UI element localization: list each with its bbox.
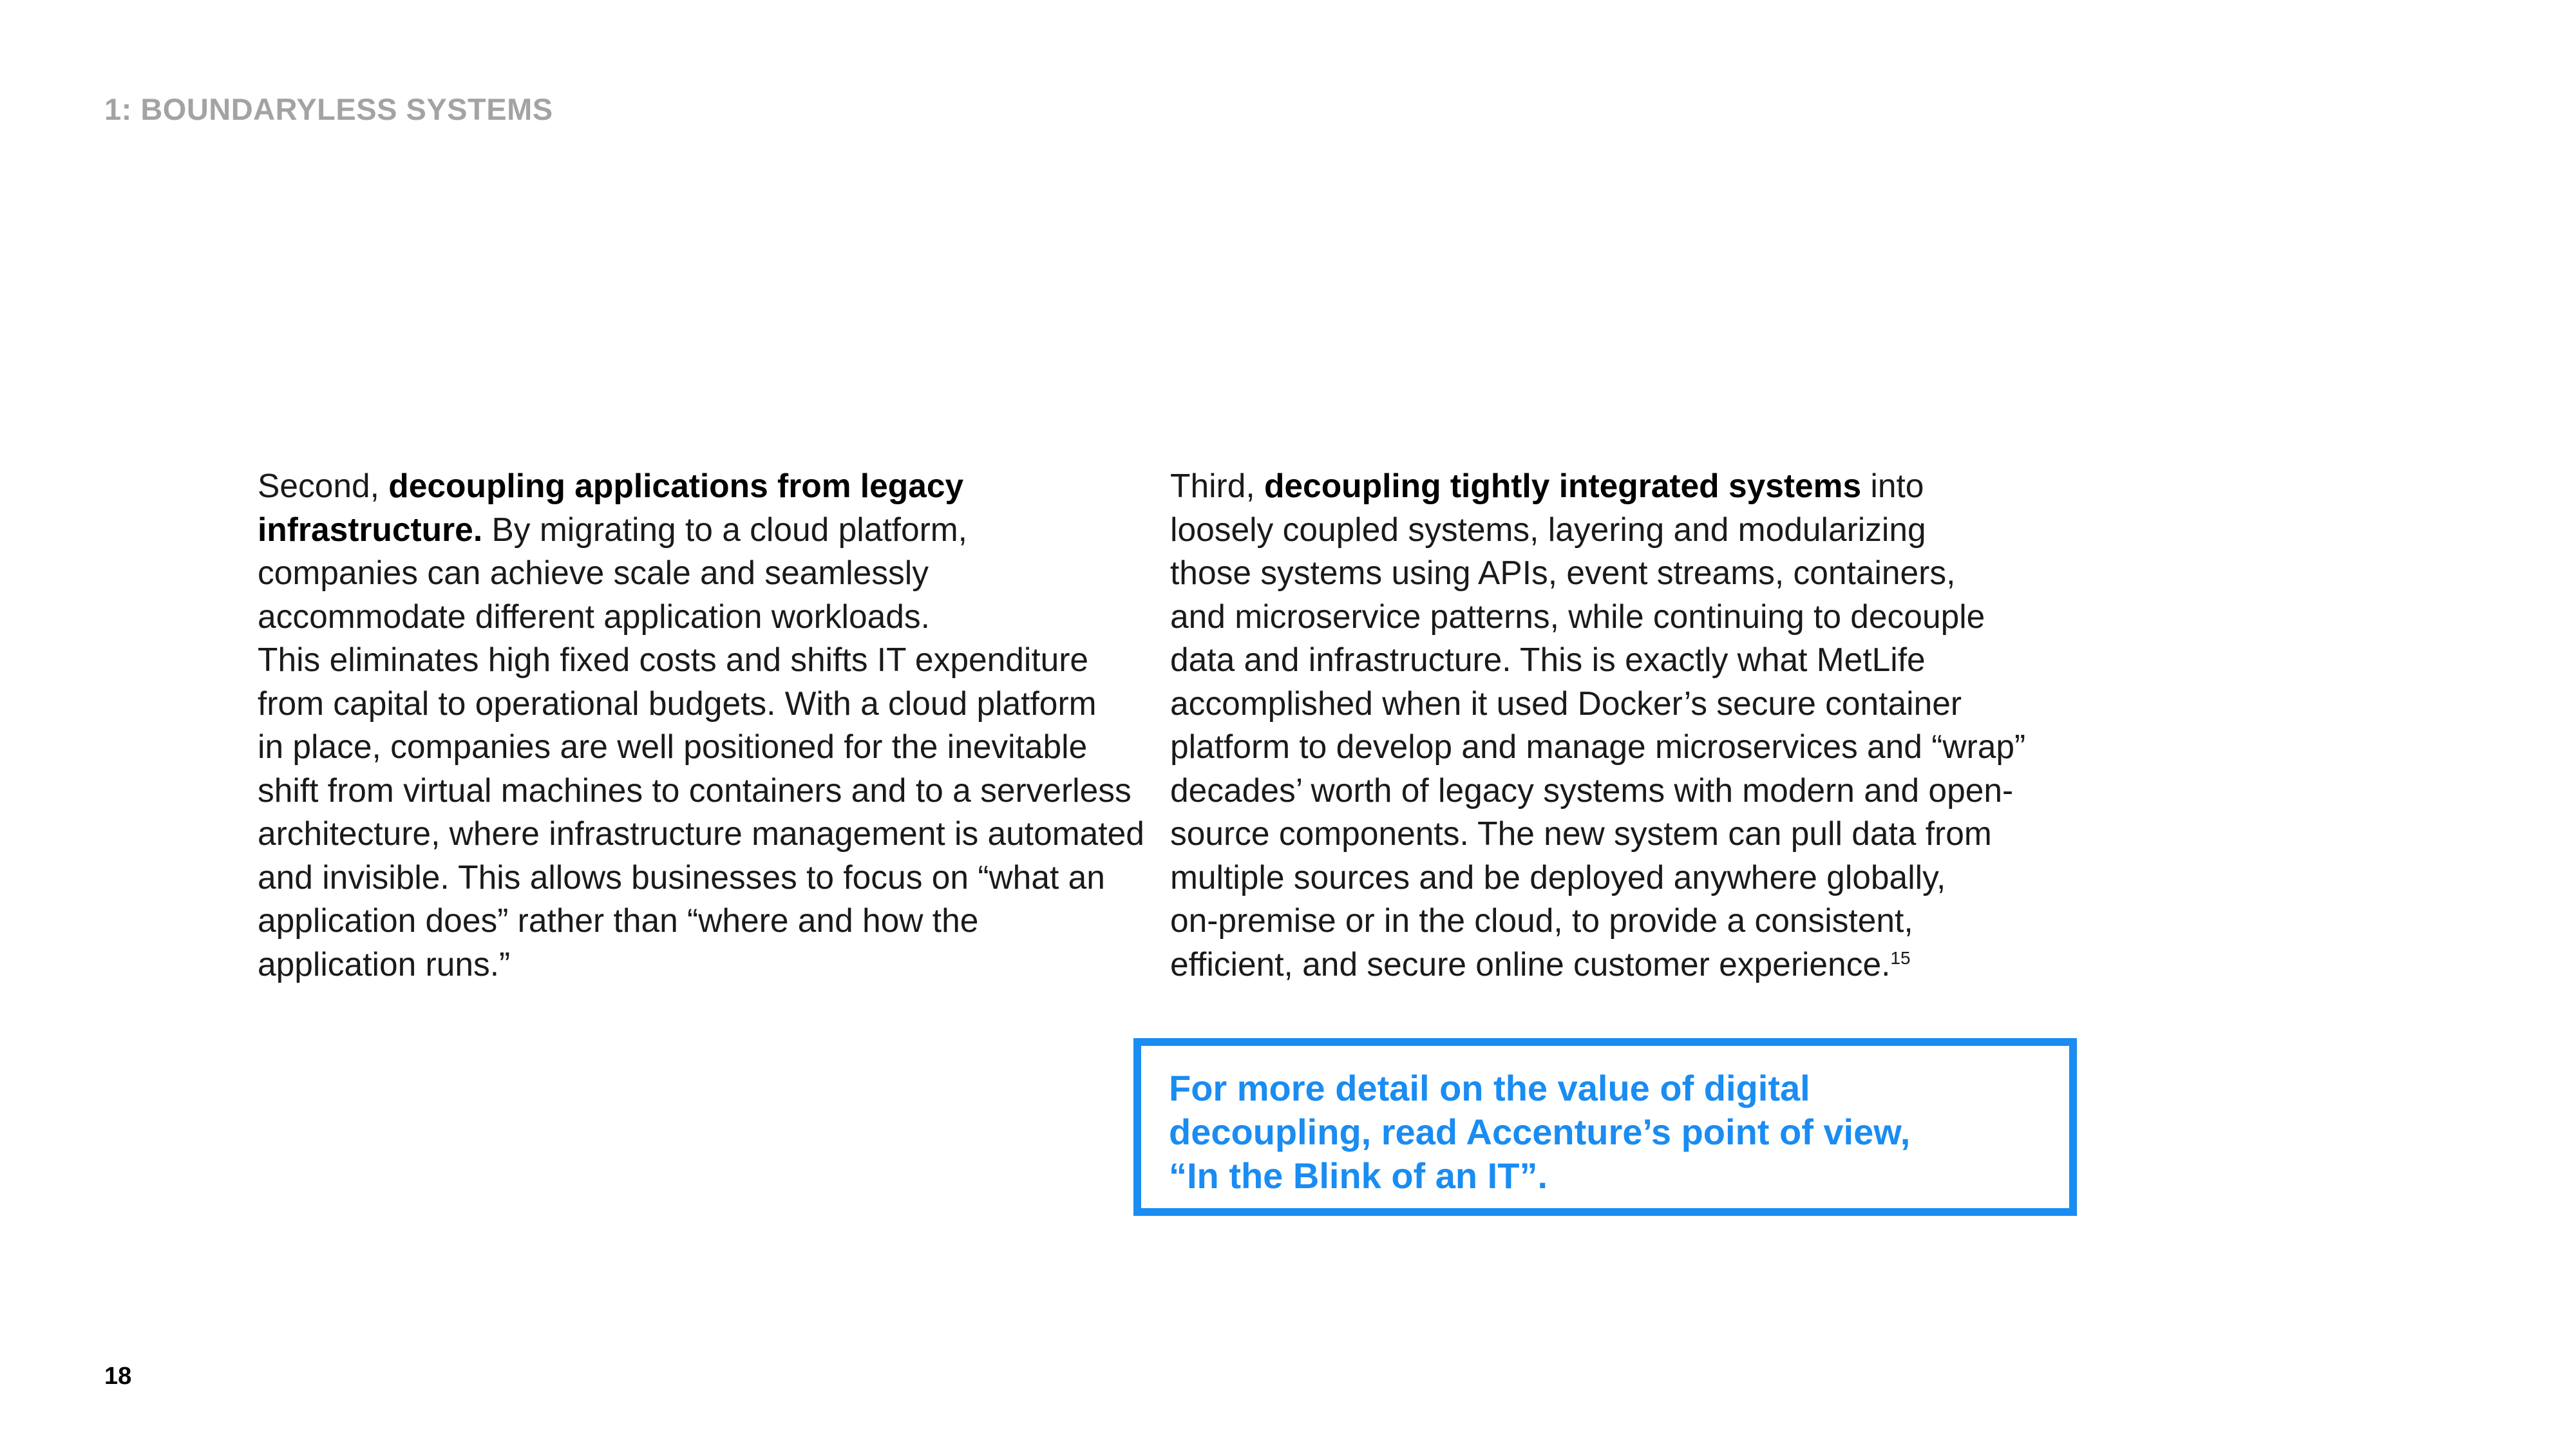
section-header: 1: BOUNDARYLESS SYSTEMS [104, 92, 553, 126]
right-line-9: source components. The new system can pull data from [1170, 815, 1992, 852]
left-column [258, 464, 1144, 986]
left-line-12: application runs.” [258, 945, 511, 983]
left-line-9: architecture, where infrastructure management is automated [258, 815, 1144, 852]
callout-line-3[interactable]: “In the Blink of an IT”. [1169, 1155, 1548, 1196]
right-line-2: loosely coupled systems, layering and modularizing [1170, 510, 1926, 548]
callout-link[interactable] [1169, 1066, 1910, 1198]
left-line-10: and invisible. This allows businesses to focus on “what an [258, 858, 1105, 896]
page-number: 18 [104, 1363, 132, 1390]
left-line-3: companies can achieve scale and seamlessly [258, 554, 929, 591]
right-line-11: on-premise or in the cloud, to provide a consistent, [1170, 902, 1913, 939]
left-line-6: from capital to operational budgets. With a cloud platform [258, 684, 1097, 722]
right-line-6: accomplished when it used Docker’s secure container [1170, 684, 1962, 722]
right-line-8: decades’ worth of legacy systems with modern and open- [1170, 771, 2014, 809]
left-line-8: shift from virtual machines to containers and to a serverless [258, 771, 1132, 809]
left-line-4: accommodate different application workloads. [258, 597, 930, 635]
right-line-4: and microservice patterns, while continuing to decouple [1170, 597, 1985, 635]
left-line-11: application does” rather than “where and how the [258, 902, 979, 939]
right-line-7: platform to develop and manage microservices and “wrap” [1170, 728, 2026, 765]
left-line-2: infrastructure. By migrating to a cloud platform, [258, 510, 967, 548]
right-line-12: efficient, and secure online customer experience.$^{15}$ [1170, 945, 1911, 983]
right-line-1: Third, decoupling tightly integrated systems into [1170, 467, 1924, 504]
footnote-marker[interactable]: 15 [1890, 947, 1911, 968]
left-line-1: Second, decoupling applications from legacy [258, 467, 964, 504]
left-line-7: in place, companies are well positioned for the inevitable [258, 728, 1088, 765]
right-line-10: multiple sources and be deployed anywhere globally, [1170, 858, 1946, 896]
callout-line-2[interactable]: decoupling, read Accenture’s point of view, [1169, 1112, 1911, 1152]
right-line-3: those systems using APIs, event streams, containers, [1170, 554, 1956, 591]
right-line-5: data and infrastructure. This is exactly what MetLife [1170, 641, 1926, 678]
right-column [1170, 464, 2025, 986]
left-line-5: This eliminates high fixed costs and shifts IT expenditure [258, 641, 1089, 678]
callout-line-1[interactable]: For more detail on the value of digital [1169, 1068, 1810, 1108]
